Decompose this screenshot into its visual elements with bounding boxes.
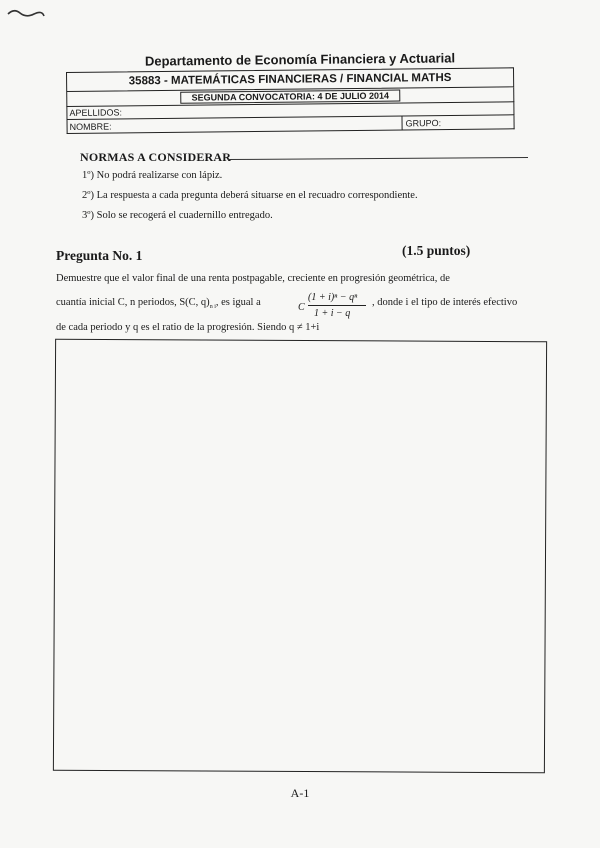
formula-coefficient: C xyxy=(298,302,305,313)
answer-box[interactable] xyxy=(53,339,547,774)
course-title: 35883 - MATEMÁTICAS FINANCIERAS / FINANCIAL MATHS xyxy=(66,67,514,92)
rules-title: NORMAS A CONSIDERAR xyxy=(80,150,232,164)
formula-numerator: (1 + i)ⁿ − qⁿ xyxy=(308,292,358,303)
formula-denominator: 1 + i − q xyxy=(314,308,351,319)
group-label: GRUPO: xyxy=(405,117,442,128)
annuity-subscript: n i xyxy=(209,304,216,311)
rule-item: 2º) La respuesta a cada pregunta deberá situarse en el recuadro correspondiente. xyxy=(82,190,418,201)
page-number: A-1 xyxy=(290,786,310,800)
question-text-part: , donde i el tipo de interés efectivo xyxy=(372,297,518,308)
rules-underline xyxy=(228,157,528,160)
rule-item: 3º) Solo se recogerá el cuadernillo entregado. xyxy=(82,210,273,221)
question-points: (1.5 puntos) xyxy=(402,243,471,258)
fraction-bar xyxy=(308,305,366,306)
session-label: SEGUNDA CONVOCATORIA: 4 DE JULIO 2014 xyxy=(181,90,400,104)
question-text-part: cuantía inicial C, n periodos, S(C, q) xyxy=(56,297,210,308)
surname-label: APELLIDOS: xyxy=(69,107,123,118)
rule-item: 1º) No podrá realizarse con lápiz. xyxy=(82,170,223,181)
department-title: Departamento de Economía Financiera y Actuarial xyxy=(144,50,456,69)
group-field[interactable] xyxy=(401,115,513,129)
exam-header-table xyxy=(66,67,515,134)
question-title: Pregunta No. 1 xyxy=(56,248,143,263)
question-text-part: , es igual a xyxy=(215,297,261,308)
question-line: de cada periodo y q es el ratio de la progresión. Siendo q ≠ 1+i xyxy=(56,322,320,333)
question-line: Demuestre que el valor final de una renta postpagable, creciente en progresión geométrica, de xyxy=(56,273,450,284)
name-field[interactable]: NOMBRE: xyxy=(69,121,112,132)
pen-mark xyxy=(6,4,46,22)
